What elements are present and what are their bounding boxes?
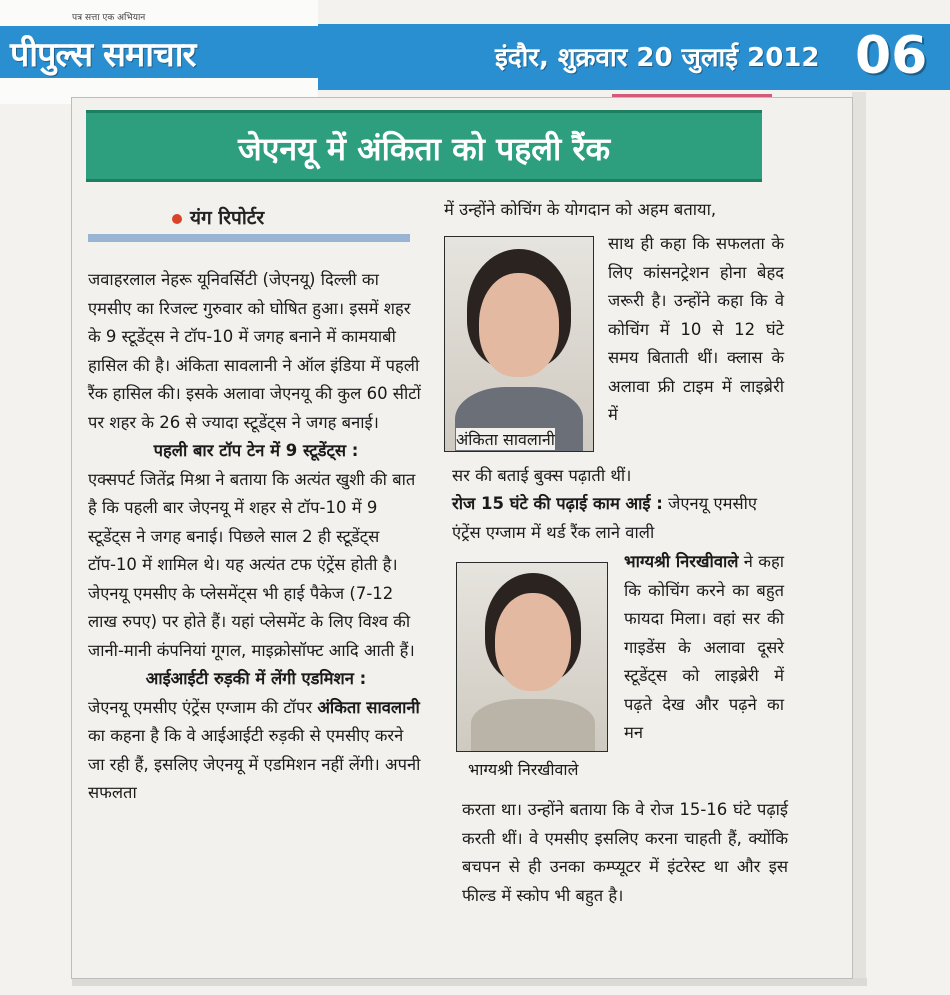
right-after-photo1: सर की बताई बुक्स पढ़ाती थीं।: [452, 466, 632, 485]
photo-ankita-caption: अंकिता सावलानी: [456, 430, 555, 449]
page-number: 06: [855, 26, 928, 86]
topper-name: अंकिता सावलानी: [317, 697, 420, 717]
photo-bhagyashree: [456, 562, 608, 752]
article-headline: जेएनयू में अंकिता को पहली रैंक: [86, 110, 762, 182]
photo-bhagyashree-caption: भाग्यश्री निरखीवाले: [468, 760, 579, 779]
subhead-top-ten: पहली बार टॉप टेन में 9 स्टूडेंट्स :: [153, 441, 359, 460]
subhead-iit-roorkee: आईआईटी रुड़की में लेंगी एडमिशन :: [145, 669, 367, 688]
right-top-line: में उन्होंने कोचिंग के योगदान को अहम बताया,: [444, 200, 717, 219]
subhead-15-hours-rest: जेएनयू एमसीए एंट्रेंस एग्जाम में थर्ड रैंक लाने वाली: [452, 494, 758, 542]
clipping-edge-bottom: [72, 978, 867, 986]
paragraph-expert: एक्सपर्ट जितेंद्र मिश्रा ने बताया कि अत्यंत खुशी की बात है कि पहली बार जेएनयू में शहर से टॉप-10 में 9 स्टूडेंट्स ने जगह बनाई। पिछले साल 2 ही स्टूडेंट्स टॉप-10 में शामिल थे। यह अत्यंत टफ एंट्रेंस होती है। जेएनयू एमसीए के प्लेसमेंट्स भी हाई पैकेज (7-12 लाख रुपए) पर होते हैं। यहां प्लेसमेंट के लिए विश्व की जानी-मानी कंपनियां गूगल, माइक्रोसॉफ्ट आदि आती हैं।: [88, 469, 416, 660]
bullet-icon: [172, 214, 182, 224]
topper-rest: का कहना है कि वे आईआईटी रुड़की से एमसीए करने जा रही हैं, इसलिए जेएनयू में एडमिशन नहीं लेंगी। अपनी सफलता: [88, 726, 421, 802]
left-column: [88, 266, 424, 808]
newspaper-name: पीपुल्स समाचार: [10, 35, 196, 75]
right-subhead-paragraph: [452, 490, 784, 547]
clipping-edge-right: [852, 92, 866, 982]
dateline: इंदौर, शुक्रवार 20 जुलाई 2012: [495, 43, 820, 73]
paragraph-intro: जवाहरलाल नेहरू यूनिवर्सिटी (जेएनयू) दिल्ली का एमसीए का रिजल्ट गुरुवार को घोषित हुआ। इसमें शहर के 9 स्टूडेंट्स ने टॉप-10 में जगह बनाने में कामयाबी हासिल की है। अंकिता सावलानी ने ऑल इंडिया में पहली रैंक हासिल की। इसके अलावा जेएनयू की कुल 60 सीटों पर शहर के 26 से ज्यादा स्टूडेंट्स ने जगह बनाई।: [88, 270, 421, 432]
paragraph-topper: [88, 694, 424, 808]
subhead-15-hours: रोज 15 घंटे की पढ़ाई काम आई :: [452, 494, 663, 513]
bhagyashree-text: ने कहा कि कोचिंग करने का बहुत फायदा मिला। वहां सर की गाइडेंस के अलावा दूसरे स्टूडेंट्स को लाइब्रेरी में पढ़ते देख और पढ़ने का मन: [624, 552, 784, 742]
article-byline: [172, 204, 264, 230]
right-beside-photo1: साथ ही कहा कि सफलता के लिए कांसनट्रेशन होना बेहद जरूरी है। उन्होंने कहा कि वे कोचिंग में 10 से 12 घंटे समय बिताती थीं। क्लास के अलावा फ्री टाइम में लाइब्रेरी में: [608, 234, 784, 424]
byline-text: यंग रिपोर्टर: [190, 207, 265, 229]
masthead-tagline: पत्र सत्ता एक अभियान: [72, 13, 146, 23]
byline-rule: [88, 234, 410, 242]
photo-ankita: [444, 236, 594, 452]
right-beside-photo2: [624, 548, 784, 748]
topper-lead: जेएनयू एमसीए एंट्रेंस एग्जाम की टॉपर: [88, 697, 318, 717]
right-bottom-paragraph: करता था। उन्होंने बताया कि वे रोज 15-16 घंटे पढ़ाई करती थीं। वे एमसीए इसलिए करना चाहती हैं, क्योंकि बचपन से ही उनका कम्प्यूटर में इंटरेस्ट था और इस फील्ड में स्कोप भी बहुत है।: [462, 800, 788, 905]
bhagyashree-name: भाग्यश्री निरखीवाले: [624, 552, 739, 571]
